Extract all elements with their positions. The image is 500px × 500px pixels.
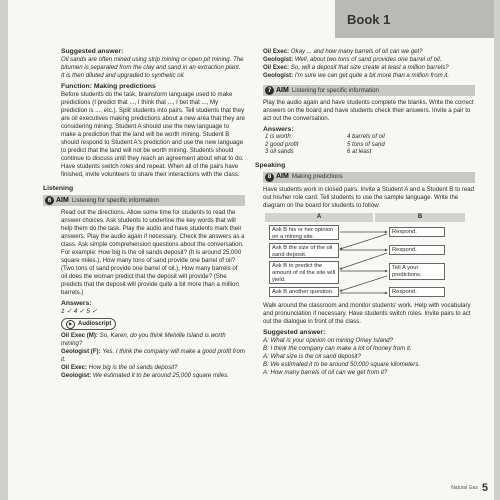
function-text: Before students do the task, brainstorm language used to make predictions (I predict that ..., I think that ..., I bet that ..., My prediction is ..., etc.). Split students into pairs. Tell students that they are oil executives making predictions about a new area that they are considering mining. Student A should use the new language to make a prediction that the land will be worth mining. Student B should respond to Student A's prediction and use the new language to predict that the land will not be worth mining. Students should continue to discuss until they reach an agreement about what to do. Have students switch roles and repeat. When all of the pairs have finished, invite volunteers to share their interactions with the class. xyxy=(61,91,245,178)
script-line: Geologist (F): Yes. I think the company will make a good profit from it. xyxy=(61,348,245,363)
script-line: Geologist: Well, about two tons of sand provides one barrel of oil. xyxy=(263,56,442,63)
aim-8-banner xyxy=(263,172,475,183)
listening-text: Read out the directions. Allow some time for students to read the answer choices. Ask students to underline the key words that will help them do the task. Play the audio and have students mark their answers. Play the audio again if necessary. Check the answers as a class. Ask simple comprehension questions about the conversation. For example: How big is the oil sands deposit? (It is around 25,000 square miles.), How many tons of sand provide one barrel of oil? (Two tons of sand provide one barrel of oil.), How many barrels of oil does the woman predict that the deposit will provide? (She predicts that the deposit will provide quite a bit more than a million barrels.) xyxy=(61,209,245,296)
aim-8-word: AIM xyxy=(276,173,289,181)
diagram-col-b: B xyxy=(375,213,465,222)
diagram-b1: Respond. xyxy=(389,227,445,237)
book-page xyxy=(8,0,494,500)
footer-tag: Natural Gas xyxy=(451,485,478,491)
listening-heading: Listening xyxy=(43,185,74,192)
aim-8-text: Making predictions xyxy=(291,173,343,181)
answer-item: 1 is worth xyxy=(265,134,291,140)
diagram-b3: Tell A your predictions. xyxy=(389,263,445,280)
diagram-b4: Respond. xyxy=(389,287,445,297)
aim-6-banner xyxy=(43,195,245,206)
suggested-line: A: What is your opinion on mining Omey Island? xyxy=(263,336,394,344)
answers-line: 1 ✓ 4 ✓ 5 ✓ xyxy=(61,308,98,315)
answer-item: 3 oil sands xyxy=(265,149,294,156)
script-line: Geologist: We estimated it to be around 25,000 square miles. xyxy=(61,372,229,379)
diagram-b2: Respond. xyxy=(389,245,445,255)
answers-heading: Answers: xyxy=(263,126,294,133)
script-line: Oil Exec: So, will a deposit that size create at least a million barrels? xyxy=(263,64,449,71)
diagram-a3: Ask B to predict the amount of oil the site will yield. xyxy=(269,261,339,284)
page-number: 5 xyxy=(481,482,488,494)
suggested-answer-heading: Suggested answer: xyxy=(61,48,124,55)
book-label: Book 1 xyxy=(347,12,391,27)
aim-7-number: 7 xyxy=(265,86,274,95)
audioscript-badge xyxy=(61,318,116,330)
diagram-col-a: A xyxy=(265,213,373,222)
aim-8-instructions: Have students work in closed pairs. Invite a Student A and a Student B to read out his/her role card. Tell students to use the sample language. Write the diagram on the board for students to follow. xyxy=(263,185,475,209)
left-column xyxy=(43,48,245,380)
aim-8-number: 8 xyxy=(265,173,274,182)
diagram-a1: Ask B his or her opinion on a mining site. xyxy=(269,225,339,240)
suggested-line: B: I think the company can make a lot of money from it. xyxy=(263,344,412,352)
aim-7-banner xyxy=(263,85,475,96)
suggested-line: A: What size is the oil sand deposit? xyxy=(263,352,361,360)
aim-6-text: Listening for specific information xyxy=(71,196,159,204)
right-column xyxy=(255,48,475,377)
answers-heading: Answers: xyxy=(61,300,92,307)
diagram-a4: Ask B another question. xyxy=(269,287,339,297)
page-footer xyxy=(451,482,488,494)
script-line: Geologist: I'm sure we can get quite a bit more than a million from it. xyxy=(263,72,450,79)
script-line: Oil Exec (M): So, Karen, do you think Melville Island is worth mining? xyxy=(61,332,226,347)
script-line: Oil Exec: How big is the oil sands deposit? xyxy=(61,364,178,371)
script-line: Oil Exec: Okay ... and how many barrels of oil can we get? xyxy=(263,48,423,55)
aim-7-word: AIM xyxy=(276,86,289,94)
suggested-answer-text: Oil sands are often mined using strip mining or open pit mining. The bitumen is separated from the clay and sand in an extraction plant. It is then diluted and upgraded to synthetic oil. xyxy=(61,56,244,79)
suggested-answer-heading-right: Suggested answer: xyxy=(263,328,326,336)
book-tab xyxy=(335,0,494,38)
suggested-line: B: We estimated it to be around 50,000 square kilometers. xyxy=(263,360,421,368)
answer-item: 4 barrels of oil xyxy=(347,134,385,140)
answer-item: 5 tons of sand xyxy=(347,141,385,148)
suggested-line: A: How many barrels of oil can we get from it? xyxy=(263,368,388,376)
audio-icon: ▶ xyxy=(66,320,75,329)
answer-item: 6 at least xyxy=(347,149,372,156)
diagram-a2: Ask B the size of the oil sand deposit. xyxy=(269,243,339,258)
answer-item: 2 good profit xyxy=(265,141,299,148)
audioscript-label: Audioscript xyxy=(78,321,112,327)
answers-grid xyxy=(263,134,475,157)
aim-6-number: 6 xyxy=(45,196,54,205)
diagram-arrows xyxy=(265,213,465,299)
walk-text: Walk around the classroom and monitor students' work. Help with vocabulary and pronunciation if necessary. Have students switch roles. Invite pairs to act out the dialogue in front of the class. xyxy=(263,301,471,325)
speaking-heading: Speaking xyxy=(255,161,286,169)
aim-6-word: AIM xyxy=(56,196,69,204)
function-heading: Function: Making predictions xyxy=(61,83,156,90)
aim-7-instructions: Play the audio again and have students complete the blanks. Write the correct answers on the board and have students check their answers. Invite a pair to act out the conversation. xyxy=(263,99,474,122)
role-diagram xyxy=(265,213,465,299)
aim-7-text: Listening for specific information xyxy=(291,86,379,94)
